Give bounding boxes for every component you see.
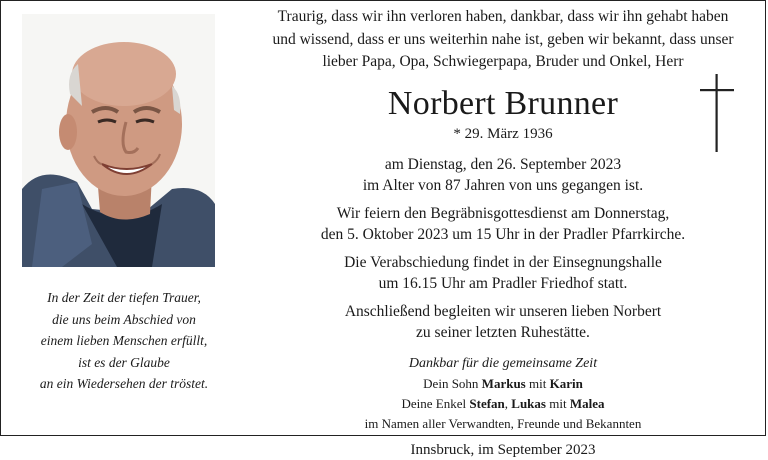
son-name: Markus	[481, 375, 526, 391]
family-grandchildren	[250, 394, 756, 414]
burial-line: zu seiner letzten Ruhestätte.	[416, 324, 590, 341]
son-prefix: Dein Sohn	[423, 375, 479, 391]
grand-prefix: Deine Enkel	[401, 395, 467, 411]
deceased-name: Norbert Brunner	[387, 84, 619, 122]
death-line: am Dienstag, den 26. September 2023	[384, 155, 622, 173]
birth-date: * 29. März 1936	[453, 125, 553, 142]
quote-line: ist es der Glaube	[78, 354, 170, 370]
closing-place-date: Innsbruck, im September 2023	[410, 441, 596, 458]
grandchild-name: Lukas	[511, 395, 546, 411]
grand-separator: ,	[504, 395, 509, 411]
grandchild-name: Malea	[569, 395, 605, 411]
intro-line: und wissend, dass er uns weiterhin nahe ist, geben wir bekannt, dass unser	[272, 30, 734, 48]
burial-line: Anschließend begleiten wir unseren lieben Norbert	[344, 302, 662, 320]
quote-line: In der Zeit der tiefen Trauer,	[47, 290, 201, 305]
death-line: im Alter von 87 Jahren von uns gegangen ist.	[362, 177, 644, 194]
family-others: im Namen aller Verwandten, Freunde und Bekannten	[364, 415, 642, 431]
funeral-line: Wir feiern den Begräbnisgottesdienst am Donnerstag,	[336, 204, 670, 222]
thanks-title: Dankbar für die gemeinsame Zeit	[408, 355, 598, 371]
intro-line: lieber Papa, Opa, Schwiegerpapa, Bruder und Onkel, Herr	[322, 53, 684, 70]
quote-line: die uns beim Abschied von	[52, 311, 196, 327]
condolence-quote	[6, 287, 242, 395]
family-son	[250, 374, 756, 394]
portrait-photo	[22, 14, 215, 267]
intro-text	[250, 6, 756, 74]
death-info	[250, 154, 756, 197]
farewell-line: Die Verabschiedung findet in der Einsegnungshalle	[344, 253, 662, 271]
son-with: mit	[528, 375, 547, 391]
quote-line: einem lieben Menschen erfüllt,	[40, 333, 208, 348]
notice-text	[250, 6, 756, 460]
grandchild-name: Stefan	[469, 395, 505, 411]
funeral-line: den 5. Oktober 2023 um 15 Uhr in der Pradler Pfarrkirche.	[320, 226, 686, 243]
burial-info	[250, 301, 756, 344]
funeral-info	[250, 203, 756, 246]
grand-with: mit	[549, 395, 567, 411]
intro-line: Traurig, dass wir ihn verloren haben, dankbar, dass wir ihn gehabt haben	[277, 8, 729, 25]
farewell-line: um 16.15 Uhr am Pradler Friedhof statt.	[378, 275, 628, 292]
quote-line: an ein Wiedersehen der tröstet.	[39, 376, 209, 391]
farewell-info	[250, 252, 756, 295]
son-partner: Karin	[549, 375, 583, 391]
